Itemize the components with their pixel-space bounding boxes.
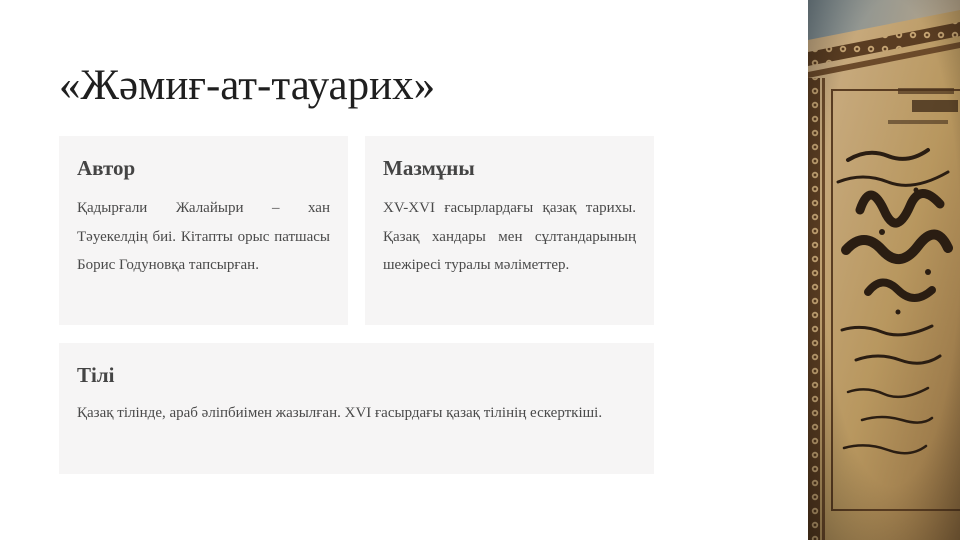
content-card-heading: Мазмұны xyxy=(383,156,475,180)
content-card-text: XV-XVI ғасырлардағы қазақ тарихы. Қазақ хандары мен сұлтандарының шежіресі туралы мәліметтер. xyxy=(383,200,636,273)
manuscript-photo xyxy=(808,0,960,540)
content-card xyxy=(365,136,654,325)
slide-title: «Жәмиғ-ат-тауарих» xyxy=(59,62,436,109)
language-card-text: Қазақ тілінде, араб әліпбиімен жазылған. XVI ғасырдағы қазақ тілінің ескерткіші. xyxy=(77,405,603,421)
author-card-heading: Автор xyxy=(77,156,136,180)
author-card xyxy=(59,136,348,325)
language-card xyxy=(59,343,654,474)
author-card-text: Қадырғали Жалайыри – хан Тәуекелдің биі. Кітапты орыс патшасы Борис Годуновқа тапсырған. xyxy=(77,200,330,273)
language-card-heading: Тілі xyxy=(77,363,115,387)
